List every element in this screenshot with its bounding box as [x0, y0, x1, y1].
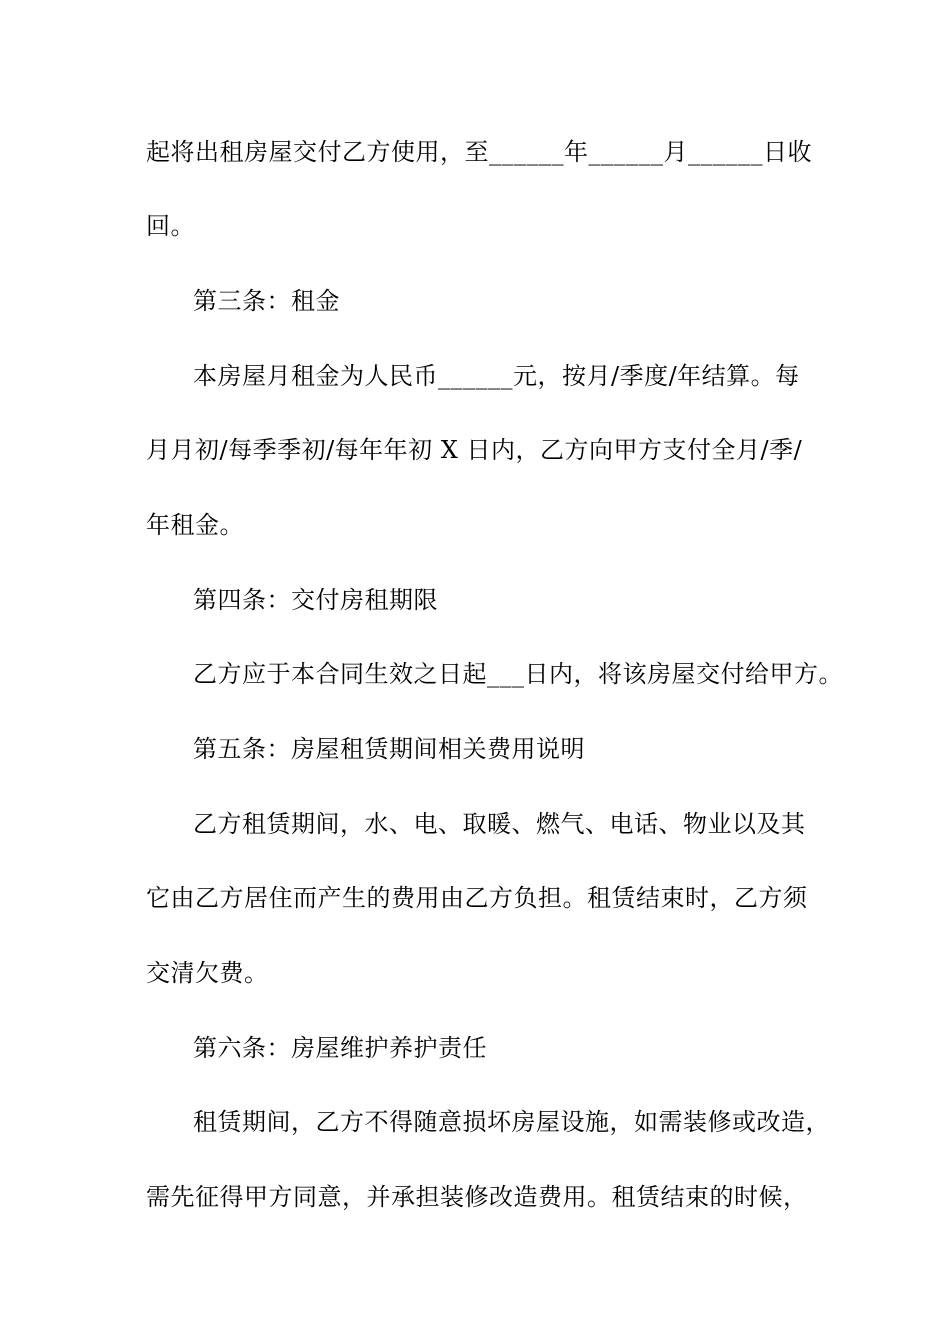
- section-heading-5: 第五条：房屋租赁期间相关费用说明: [193, 735, 585, 763]
- text-line-15: 需先征得甲方同意，并承担装修改造费用。租赁结束的时候，: [146, 1183, 808, 1211]
- text-line-11: 它由乙方居住而产生的费用由乙方负担。租赁结束时，乙方须: [146, 884, 808, 912]
- text-line-4: 本房屋月租金为人民币______元，按月/季度/年结算。每: [193, 362, 800, 390]
- text-line-6: 年租金。: [146, 511, 244, 539]
- section-heading-6: 第六条：房屋维护养护责任: [193, 1034, 487, 1062]
- section-heading-3: 第三条：租金: [193, 287, 340, 315]
- text-line-8: 乙方应于本合同生效之日起___日内，将该房屋交付给甲方。: [193, 660, 843, 688]
- text-line-1: 起将出租房屋交付乙方使用，至______年______月______日收: [146, 138, 812, 166]
- text-line-14: 租赁期间，乙方不得随意损坏房屋设施，如需装修或改造，: [193, 1108, 830, 1136]
- text-line-10: 乙方租赁期间，水、电、取暖、燃气、电话、物业以及其: [193, 810, 806, 838]
- text-line-5: 月月初/每季季初/每年年初 X 日内，乙方向甲方支付全月/季/: [146, 436, 803, 464]
- text-line-2: 回。: [146, 212, 195, 240]
- section-heading-4: 第四条：交付房租期限: [193, 586, 438, 614]
- text-line-12: 交清欠费。: [146, 959, 269, 987]
